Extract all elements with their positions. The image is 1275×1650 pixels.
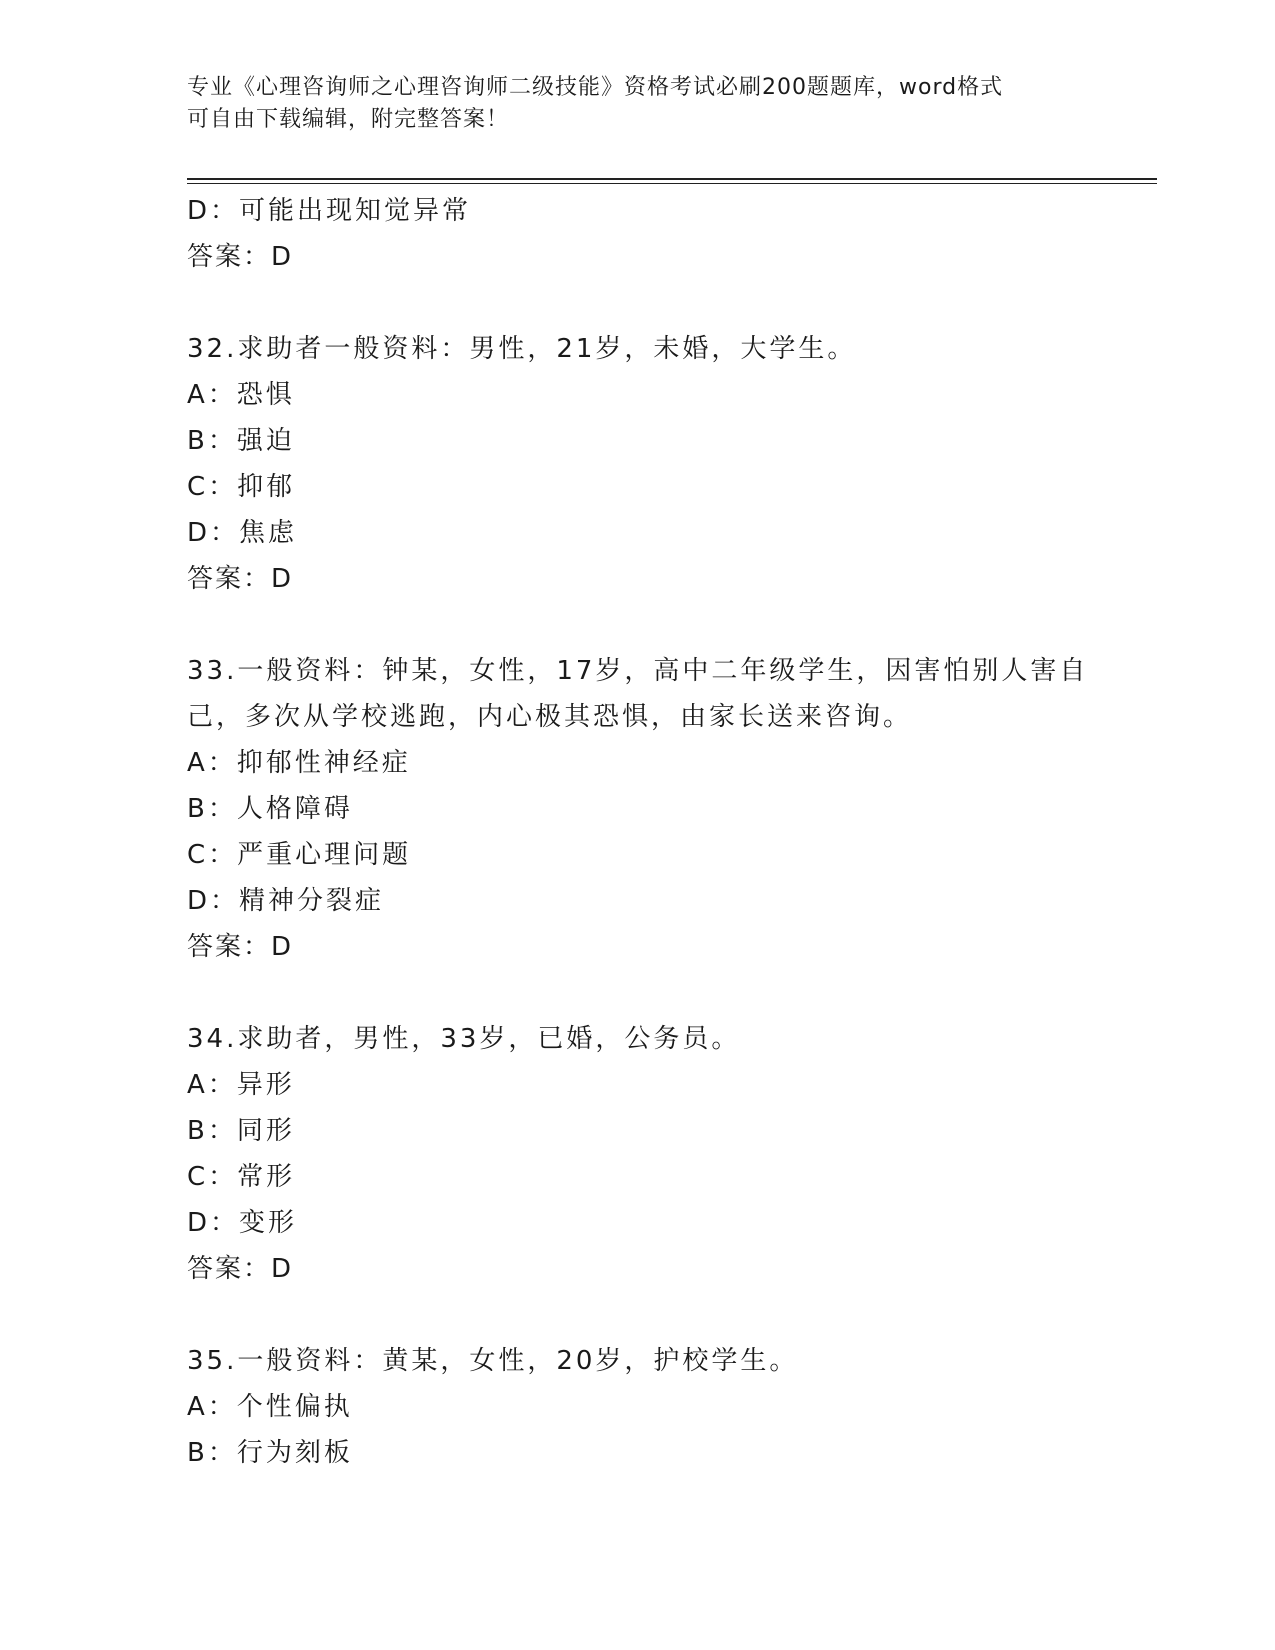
option-b: B：同形: [187, 1116, 295, 1146]
option-a: A：异形: [187, 1070, 295, 1100]
option-b: B：行为刻板: [187, 1438, 353, 1468]
question-stem-line-1: 33.一般资料：钟某，女性，17岁，高中二年级学生，因害怕别人害自: [187, 656, 1089, 686]
header-divider-thin: [187, 183, 1157, 184]
question-list: [187, 188, 1087, 1476]
answer-line: 答案：D: [187, 1254, 294, 1284]
question-stem: 34.求助者，男性，33岁，已婚，公务员。: [187, 1024, 741, 1054]
question-35: [187, 1338, 1087, 1476]
spacer: [187, 280, 1087, 326]
spacer: [187, 970, 1087, 1016]
option-d: D：可能出现知觉异常: [187, 196, 472, 226]
option-a: A：恐惧: [187, 380, 295, 410]
answer-line: 答案：D: [187, 242, 294, 272]
spacer: [187, 602, 1087, 648]
option-b: B：人格障碍: [187, 794, 353, 824]
option-c: C：严重心理问题: [187, 840, 412, 870]
option-c: C：常形: [187, 1162, 296, 1192]
spacer: [187, 1292, 1087, 1338]
question-33: [187, 648, 1087, 970]
option-a: A：个性偏执: [187, 1392, 353, 1422]
header-title-line-2: 可自由下载编辑，附完整答案！: [187, 107, 510, 132]
question-32: [187, 326, 1087, 602]
option-d: D：焦虑: [187, 518, 298, 548]
header-title-line-1: 专业《心理咨询师之心理咨询师二级技能》资格考试必刷200题题库，word格式: [187, 75, 1004, 100]
answer-line: 答案：D: [187, 564, 294, 594]
option-d: D：精神分裂症: [187, 886, 385, 916]
document-header: [187, 72, 1087, 136]
question-stem: 32.求助者一般资料：男性，21岁，未婚，大学生。: [187, 334, 857, 364]
header-divider-thick: [187, 178, 1157, 180]
question-31-tail: [187, 188, 1087, 280]
answer-line: 答案：D: [187, 932, 294, 962]
option-b: B：强迫: [187, 426, 295, 456]
option-d: D：变形: [187, 1208, 298, 1238]
question-34: [187, 1016, 1087, 1292]
question-stem: 35.一般资料：黄某，女性，20岁，护校学生。: [187, 1346, 799, 1376]
option-a: A：抑郁性神经症: [187, 748, 411, 778]
question-stem-line-2: 己，多次从学校逃跑，内心极其恐惧，由家长送来咨询。: [187, 702, 913, 732]
option-c: C：抑郁: [187, 472, 296, 502]
